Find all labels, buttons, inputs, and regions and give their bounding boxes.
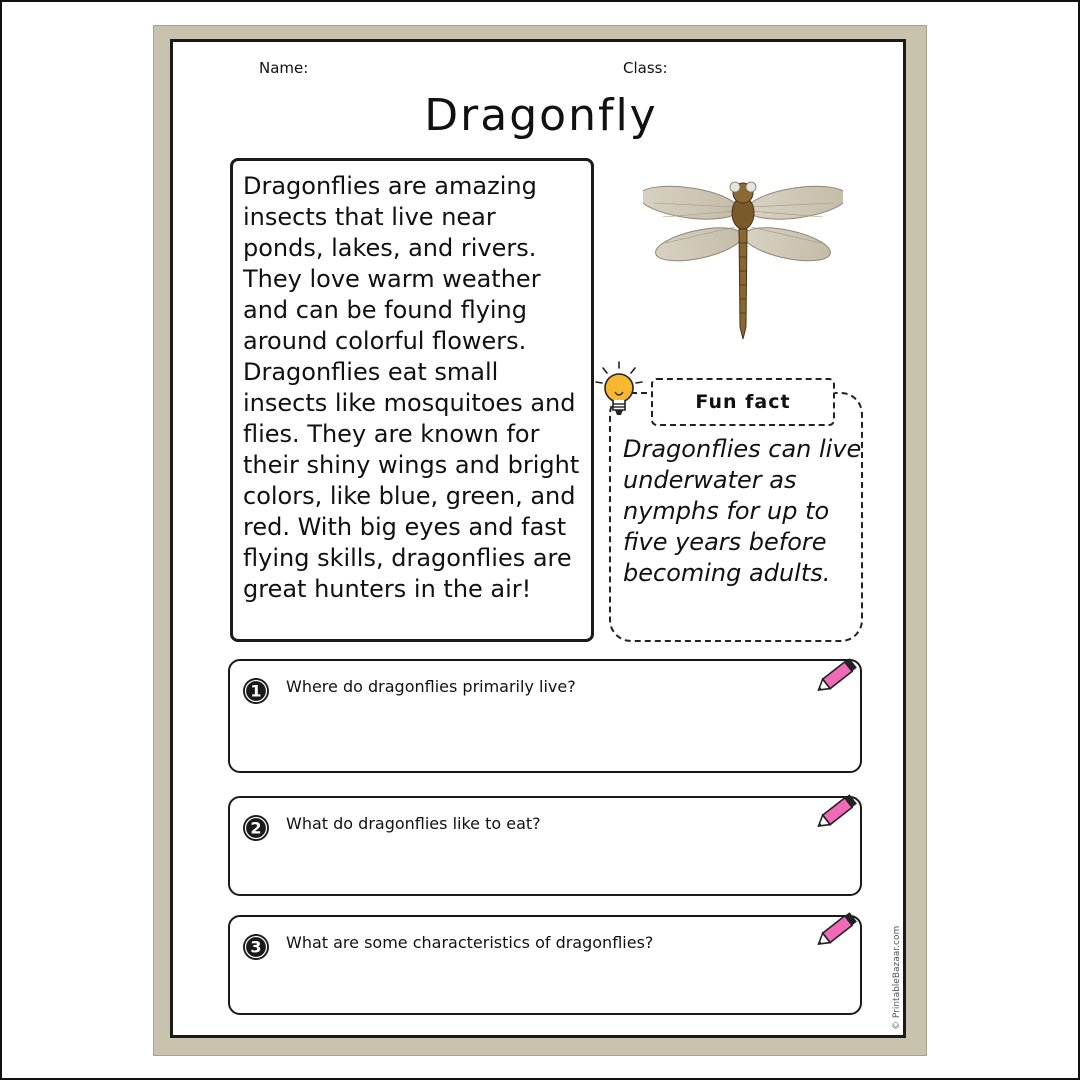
question-2-text: What do dragonflies like to eat? (286, 814, 541, 833)
fun-fact-label: Fun fact (651, 378, 835, 426)
dragonfly-illustration (643, 177, 843, 347)
page-title: Dragonfly (424, 90, 658, 141)
pencil-icon (813, 904, 865, 952)
name-label: Name: (259, 59, 309, 77)
reading-passage-text: Dragonflies are amazing insects that live near ponds, lakes, and rivers. They love warm weather and can be found flying around colorful flowers. Dragonflies eat small insects like mosquitoes and flies. They are known for their shiny wings and bright colors, like blue, green, and red. With big eyes and fast flying skills, dragonflies are great hunters in the air! (243, 172, 580, 603)
circled-number-3-icon (242, 933, 270, 961)
copyright-text: © PrintableBazaar.com (892, 925, 902, 1030)
question-1-answer-box[interactable] (228, 659, 862, 773)
circled-number-1-icon (242, 677, 270, 705)
question-3-number: 3 (250, 937, 262, 957)
question-2-answer-box[interactable] (228, 796, 862, 896)
reading-passage-box (230, 158, 594, 642)
question-1-text: Where do dragonflies primarily live? (286, 677, 576, 696)
worksheet (170, 39, 906, 1038)
question-1-number: 1 (250, 681, 262, 701)
pencil-icon (813, 650, 865, 698)
lightbulb-icon (593, 360, 645, 424)
question-3-answer-box[interactable] (228, 915, 862, 1015)
class-label: Class: (623, 59, 668, 77)
circled-number-2-icon (242, 814, 270, 842)
question-2-number: 2 (250, 818, 262, 838)
pencil-icon (813, 786, 865, 834)
question-3-text: What are some characteristics of dragonflies? (286, 933, 654, 952)
fun-fact-text: Dragonflies can live underwater as nymphs for up to five years before becoming adults. (623, 435, 862, 587)
